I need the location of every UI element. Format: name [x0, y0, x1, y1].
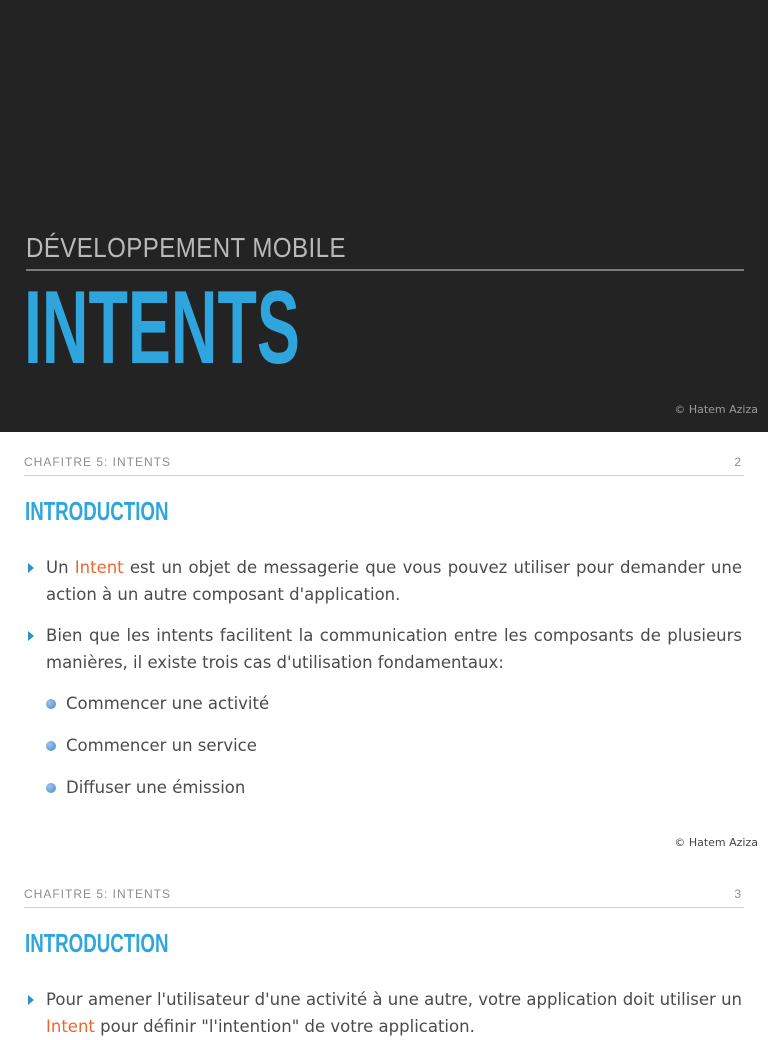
page-number: 3: [734, 887, 742, 901]
slide-header: [24, 455, 744, 471]
chapter-label: CHAFITRE 5: INTENTS: [24, 455, 172, 469]
slide-header: [24, 887, 744, 903]
title-slide: [0, 0, 768, 432]
sub-item-text: Commencer une activité: [66, 694, 270, 713]
bullet-item: [46, 986, 742, 1040]
bullet-item: [46, 554, 742, 608]
bullet-dot-icon: [46, 699, 56, 709]
header-divider: [24, 907, 744, 908]
copyright-notice: © Hatem Aziza: [674, 836, 758, 849]
page-number: 2: [734, 455, 742, 469]
highlighted-term: Intent: [74, 558, 124, 577]
slide-title: INTENTS: [24, 270, 300, 386]
sub-list-item: [66, 735, 257, 757]
highlighted-term: Intent: [46, 1017, 95, 1036]
header-divider: [24, 475, 744, 476]
section-heading: INTRODUCTION: [25, 928, 169, 958]
bullet-arrow-icon: [28, 995, 34, 1005]
copyright-notice: © Hatem Aziza: [674, 403, 758, 416]
section-heading: INTRODUCTION: [25, 496, 169, 526]
bullet-text: est un objet de messagerie que vous pouvez utiliser pour demander une action à un autre composant d'application.: [46, 558, 743, 604]
sub-item-text: Commencer un service: [66, 736, 257, 755]
sub-list-item: [66, 777, 245, 799]
bullet-arrow-icon: [28, 563, 34, 573]
sub-item-text: Diffuser une émission: [66, 778, 246, 797]
bullet-text: Un: [46, 558, 75, 577]
chapter-label: CHAFITRE 5: INTENTS: [24, 887, 172, 901]
bullet-item: [46, 622, 742, 676]
bullet-text: Pour amener l'utilisateur d'une activité à une autre, votre application doit utiliser un: [46, 990, 742, 1009]
bullet-dot-icon: [46, 741, 56, 751]
bullet-arrow-icon: [28, 631, 34, 641]
sub-list-item: [66, 693, 269, 715]
bullet-dot-icon: [46, 783, 56, 793]
bullet-text: pour définir "l'intention" de votre application.: [94, 1017, 475, 1036]
course-subtitle: DÉVELOPPEMENT MOBILE: [26, 232, 346, 263]
bullet-text: Bien que les intents facilitent la communication entre les composants de plusieurs manières, il existe trois cas d'utilisation fondamentaux:: [46, 626, 742, 672]
